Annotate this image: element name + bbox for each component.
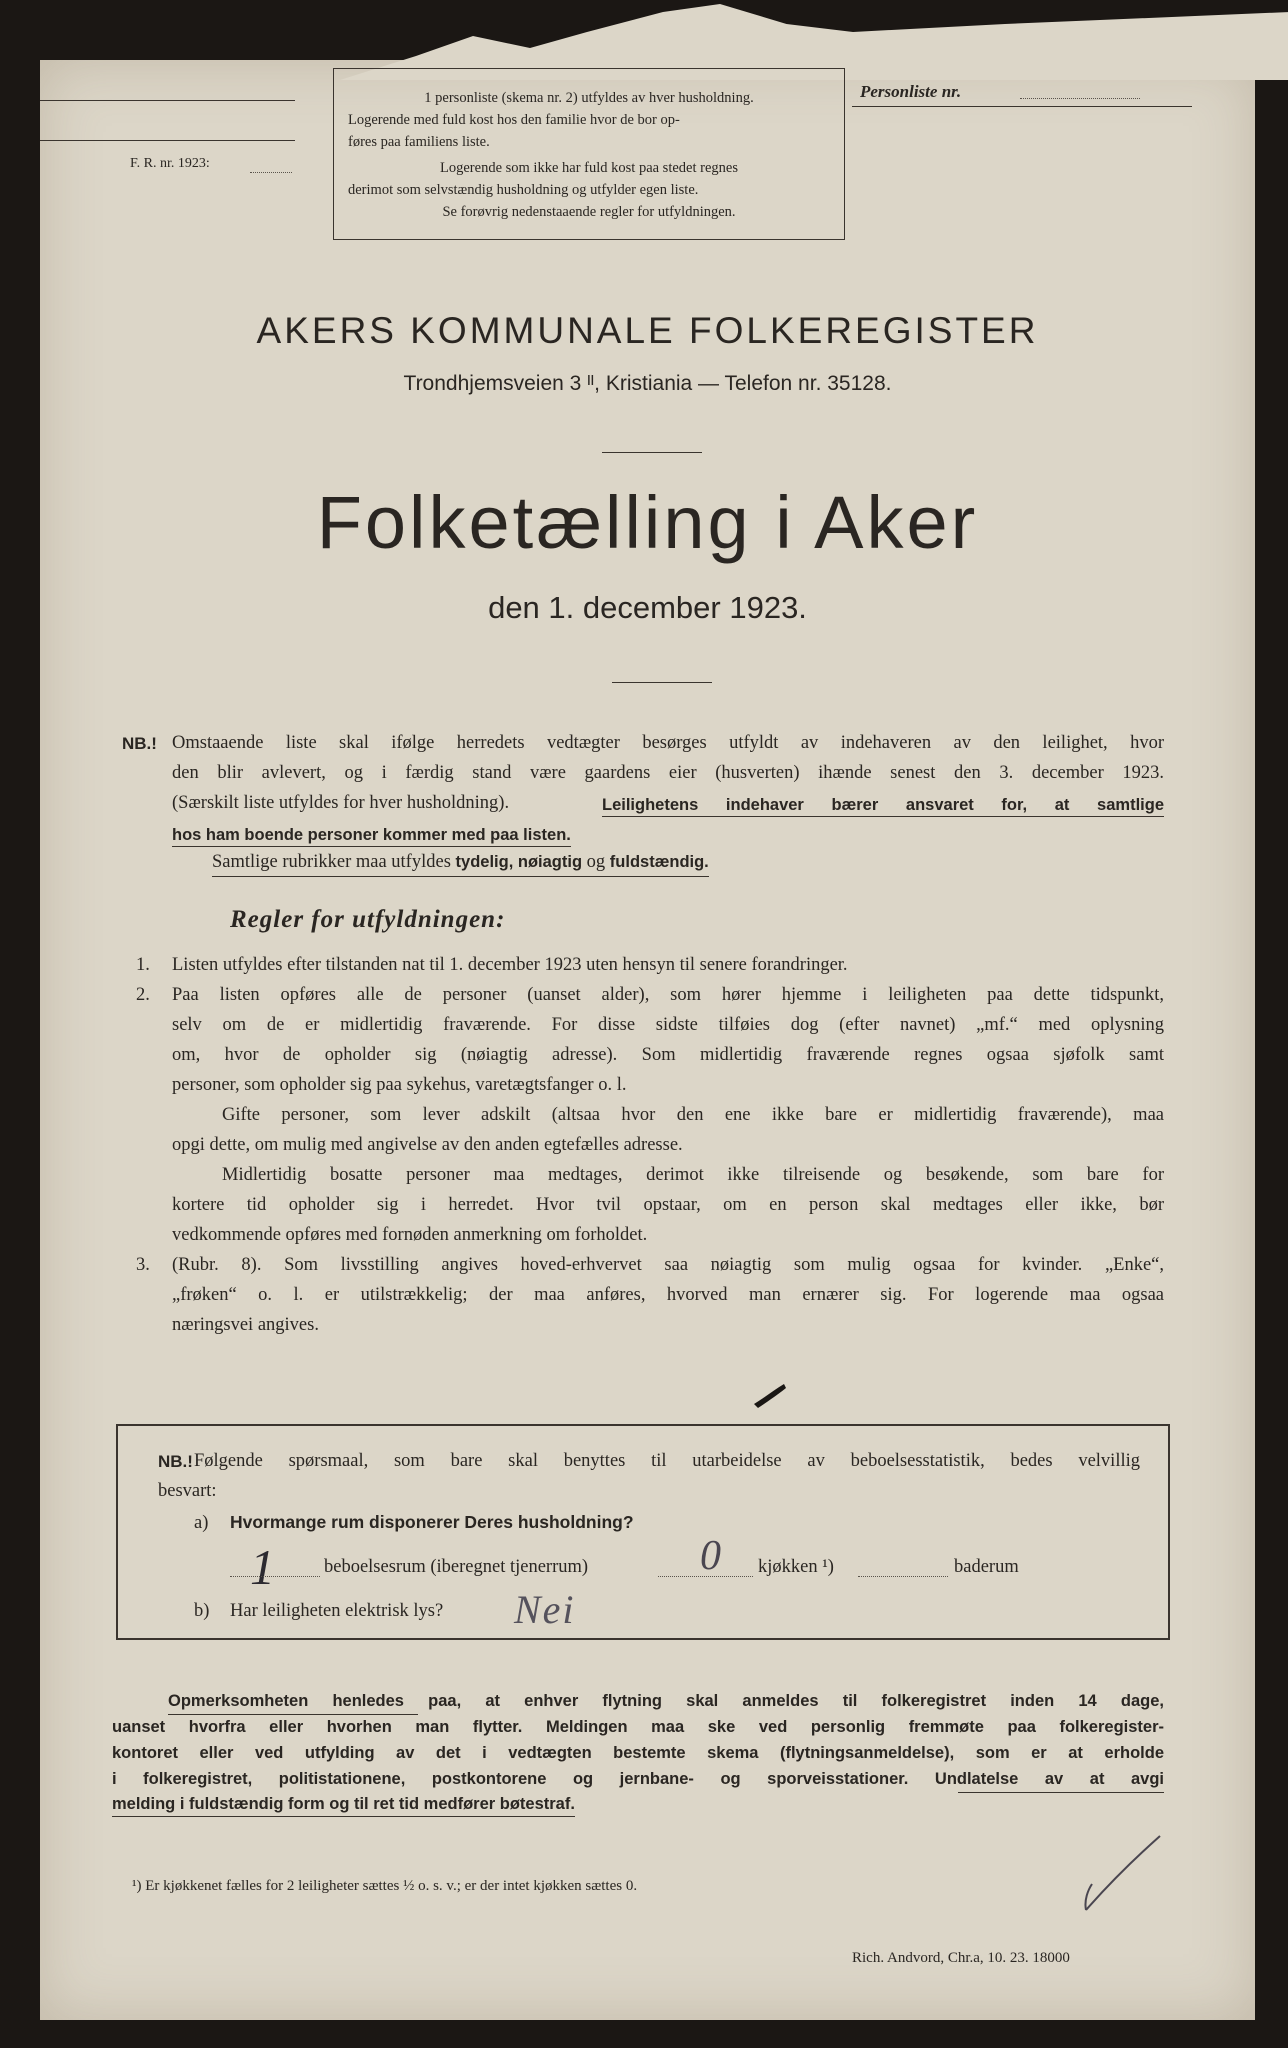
personliste-label: Personliste nr.	[860, 82, 962, 101]
nb1-text: Samtlige rubrikker maa utfyldes	[212, 852, 451, 872]
nb2-line: Følgende spørsmaal, som bare skal benyttes til utarbeidelse av beboelsesstatistik, bedes velvillig	[194, 1451, 1140, 1471]
main-date: den 1. december 1923.	[488, 590, 807, 625]
notice-line: i folkeregistret, politistationene, postkontorene og jernbane- og sporveisstationer. Undlatelse av at avgi	[112, 1770, 1164, 1788]
electric-light-handwritten-value[interactable]: Nei	[514, 1587, 576, 1632]
rule-num: 2.	[136, 985, 150, 1005]
box-line: Se forøvrig nedenstaaende regler for utfyldningen.	[442, 204, 736, 220]
printer-imprint: Rich. Andvord, Chr.a, 10. 23. 18000	[852, 1950, 1070, 1966]
box-line: 1 personliste (skema nr. 2) utfyldes av hver husholdning.	[424, 90, 754, 106]
nb1-line: den blir avlevert, og i færdig stand være gaardens eier (husverten) ihænde senest den 3. december 1923.	[172, 763, 1164, 783]
kitchen-label: kjøkken ¹)	[758, 1557, 834, 1577]
kitchen-handwritten-value[interactable]: 0	[700, 1533, 721, 1579]
nb1-emphasis: Leilighetens indehaver bærer ansvaret for, at samtlige	[602, 794, 1164, 817]
kitchen-field[interactable]	[658, 1576, 753, 1577]
nb1-emphasis: fuldstændig.	[609, 853, 709, 871]
notice-line: Opmerksomheten henledes paa, at enhver flytning skal anmeldes til folkeregistret inden 14 dage,	[168, 1692, 1164, 1710]
rule-num: 3.	[136, 1255, 150, 1275]
rule-line: Gifte personer, som lever adskilt (altsaa hvor den ene ikke bare er midlertidig fraværende), maa	[222, 1105, 1164, 1125]
notice-line: kontoret eller ved utfylding av det i vedtægten bestemte skema (flytningsanmeldelse), som er at erholde	[112, 1744, 1164, 1762]
rules-title: Regler for utfyldningen:	[230, 906, 506, 933]
nb1-emphasis: hos ham boende personer kommer med paa listen.	[172, 824, 571, 847]
ink-slash-mark	[1078, 1830, 1168, 1920]
rooms-label: beboelsesrum (iberegnet tjenerrum)	[324, 1557, 589, 1577]
main-title: Folketælling i Aker	[316, 481, 979, 564]
nb1-line: (Særskilt liste utfyldes for hver husholdning).	[172, 793, 510, 813]
rule-num: 1.	[136, 955, 150, 975]
rule-line: selv om de er midlertidig fraværende. For disse sidste tilføies dog (efter navnet) „mf.“ med oplysning	[172, 1015, 1164, 1035]
document-page	[40, 60, 1255, 2020]
nb-prefix: NB.!	[122, 734, 157, 753]
notice-line: uanset hvorfra eller hvorhen man flytter. Meldingen maa ske ved personlig fremmøte paa folkeregister-	[112, 1718, 1164, 1736]
bath-label: baderum	[954, 1557, 1019, 1577]
rule-line: kortere tid opholder sig i herredet. Hvor tvil opstaar, om en person skal medtages eller ikke, bør	[172, 1195, 1164, 1215]
notice-line: melding i fuldstændig form og til ret tid medfører bøtestraf.	[112, 1792, 575, 1817]
housing-statistics-box	[116, 1424, 1170, 1640]
rooms-handwritten-value[interactable]: 1	[250, 1539, 275, 1595]
rule-line: vedkommende opføres med fornøden anmerkning om forholdet.	[172, 1225, 648, 1245]
bath-field[interactable]	[858, 1576, 948, 1577]
fr-number-label: F. R. nr. 1923:	[130, 156, 210, 171]
question-a-label: a)	[194, 1513, 209, 1533]
rule-line: Paa listen opføres alle de personer (uanset alder), som hører hjemme i leiligheten paa dette tidspunkt,	[172, 985, 1164, 1005]
nb2-line: besvart:	[158, 1481, 217, 1501]
org-address: Trondhjemsveien 3 ᴵᴵ, Kristiania — Telefon nr. 35128.	[403, 372, 892, 395]
rule-line: næringsvei angives.	[172, 1315, 319, 1335]
box-line: Logerende med fuld kost hos den familie hvor de bor op-	[348, 112, 680, 128]
question-b-label: b)	[194, 1601, 210, 1621]
nb1-line: Omstaaende liste skal ifølge herredets vedtægter besørges utfyldt av indehaveren av den leilighet, hvor	[172, 733, 1164, 753]
rule-line: „frøken“ o. l. er utilstrækkelig; der maa anføres, hvorved man ernærer sig. For logerende maa ogsaa	[172, 1285, 1164, 1305]
fr-number-field[interactable]	[250, 172, 292, 173]
ink-check-mark	[750, 1380, 790, 1410]
rule-line: Midlertidig bosatte personer maa medtages, derimot ikke tilreisende og besøkende, som bare for	[222, 1165, 1164, 1185]
rule-line: Listen utfyldes efter tilstanden nat til 1. december 1923 uten hensyn til senere forandringer.	[172, 955, 848, 975]
nb1-text: og	[586, 852, 606, 872]
footnote: ¹) Er kjøkkenet fælles for 2 leiligheter sættes ½ o. s. v.; er der intet kjøkken sættes 0.	[132, 1878, 638, 1894]
instruction-box	[333, 68, 845, 240]
question-b-text: Har leiligheten elektrisk lys?	[230, 1601, 444, 1621]
personliste-number-field[interactable]	[1020, 98, 1140, 99]
rule-line: personer, som opholder sig paa sykehus, varetægtsfanger o. l.	[172, 1075, 627, 1095]
rule-line: om, hvor de opholder sig (nøiagtig adresse). Som midlertidig fraværende regnes ogsaa sjøfolk samt	[172, 1045, 1164, 1065]
box-line: derimot som selvstændig husholdning og utfylder egen liste.	[348, 182, 699, 198]
nb1-line	[212, 848, 709, 877]
question-b-text	[230, 1596, 443, 1626]
box-line: Logerende som ikke har fuld kost paa stedet regnes	[440, 160, 738, 176]
rooms-field[interactable]	[230, 1576, 320, 1577]
box-line: føres paa familiens liste.	[348, 134, 490, 150]
nb-prefix: NB.!	[158, 1452, 193, 1471]
rule-line: (Rubr. 8). Som livsstilling angives hoved-erhvervet saa nøiagtig som mulig ogsaa for kvinder. „Enke“,	[172, 1255, 1164, 1275]
rule-line: opgi dette, om mulig med angivelse av den anden egtefælles adresse.	[172, 1135, 683, 1155]
org-title: AKERS KOMMUNALE FOLKEREGISTER	[256, 310, 1039, 351]
question-a-text: Hvormange rum disponerer Deres husholdning?	[230, 1512, 634, 1532]
nb1-emphasis: tydelig, nøiagtig	[455, 853, 583, 871]
